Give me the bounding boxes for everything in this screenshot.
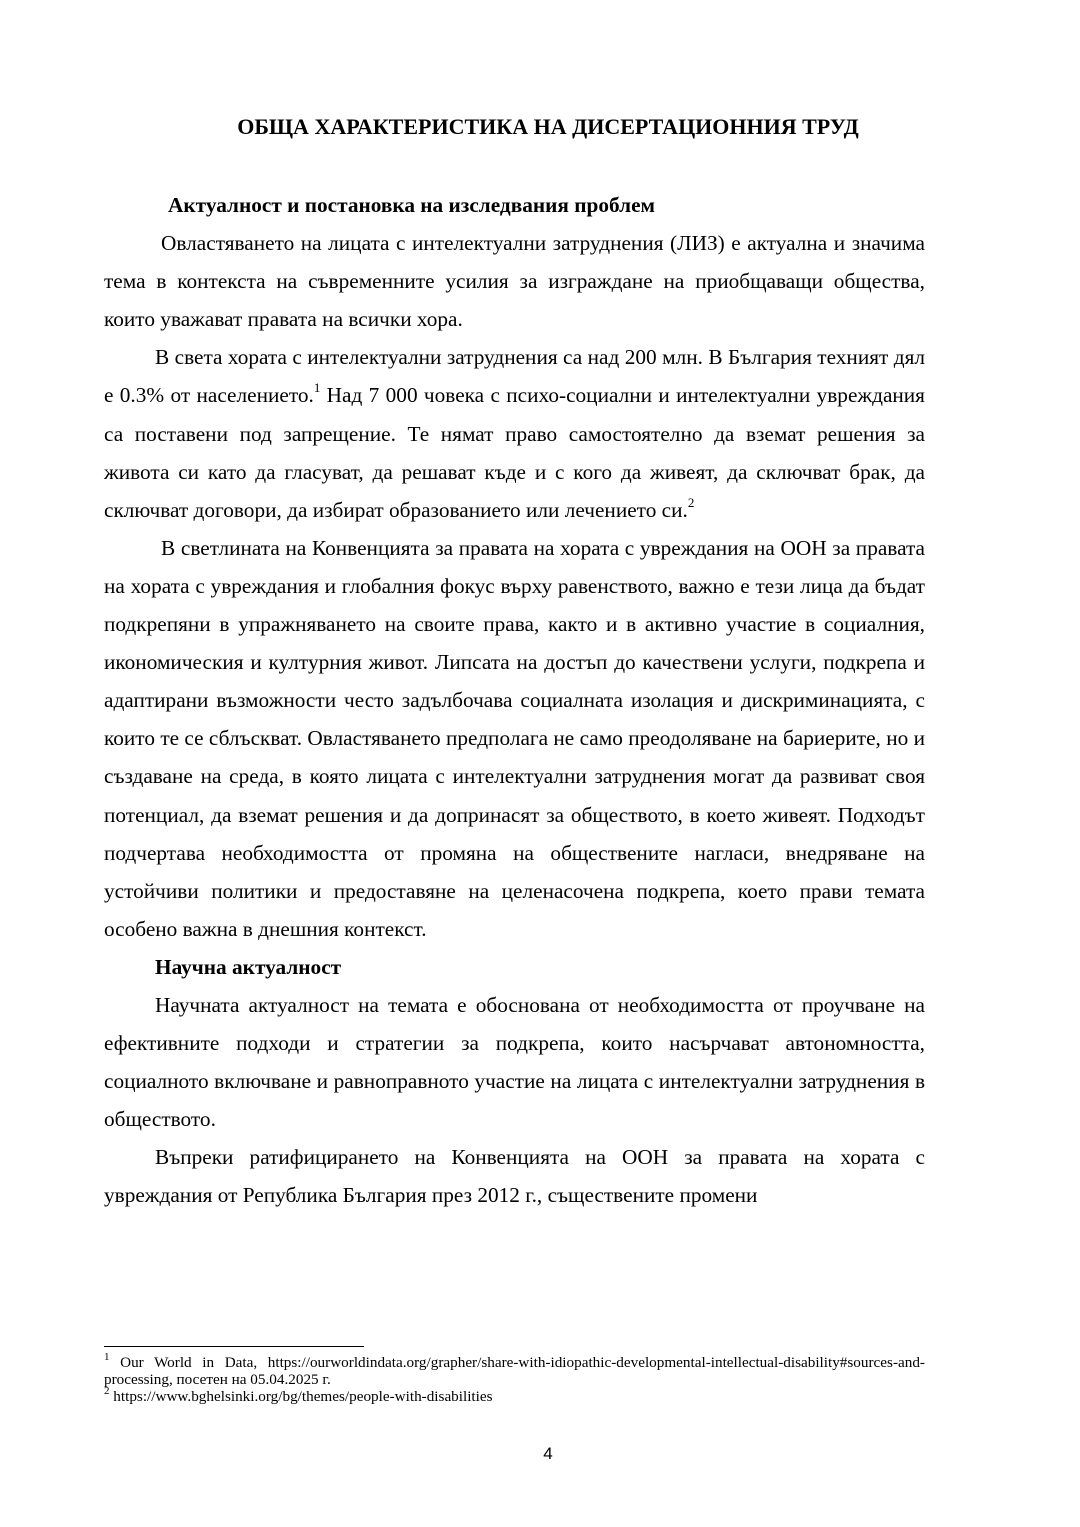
footnote-marker-1: 1 (104, 1350, 110, 1363)
section-heading-relevance: Актуалност и постановка на изследвания проблем (168, 193, 656, 217)
footnote-1-text: Our World in Data, https://ourworldindata.org/grapher/share-with-idiopathic-developmental-intellectual-disability#sources-and-processing, посетен на 05.04.2025 г. (104, 1354, 925, 1388)
paragraph-statistics-text-a: В света хората с интелектуални затруднения са над 200 млн. В България техният дял е 0.3% от населението. (104, 345, 925, 408)
page-number: 4 (543, 1444, 553, 1463)
footnote-separator (104, 1346, 364, 1347)
paragraph-scientific-relevance: Научната актуалност на темата е обоснована от необходимостта от проучване на ефективните подходи и стратегии за подкрепа, които насърчават автономността, социалното включване и равноправното участие на лицата с интелектуални затруднения в обществото. (104, 992, 925, 1132)
paragraph-statistics (104, 338, 925, 528)
footnote-ref-2[interactable]: 2 (687, 494, 695, 510)
footnotes (104, 1350, 925, 1405)
footnote-1 (104, 1350, 925, 1388)
paragraph-empowerment: Овластяването на лицата с интелектуални затруднения (ЛИЗ) е актуална и значима тема в контекста на съвременните усилия за изграждане на приобщаващи общества, които уважават правата на всички хора. (104, 231, 925, 332)
paragraph-ratification: Въпреки ратифицирането на Конвенцията на ООН за правата на хората с увреждания от Република България през 2012 г., съществените промени (104, 1145, 925, 1208)
section-relevance (104, 186, 925, 1215)
footnote-2-text: https://www.bghelsinki.org/bg/themes/people-with-disabilities (109, 1388, 493, 1405)
footnote-marker-2: 2 (104, 1384, 110, 1397)
page-title: ОБЩА ХАРАКТЕРИСТИКА НА ДИСЕРТАЦИОННИЯ ТРУД (237, 114, 859, 139)
footnote-2 (104, 1384, 925, 1405)
paragraph-convention: В светлината на Конвенцията за правата на хората с увреждания на ООН за правата на хората с увреждания и глобалния фокус върху равенството, важно е тези лица да бъдат подкрепяни в упражняването на своите права, както и в активно участие в социалния, икономическия и културния живот. Липсата на достъп до качествени услуги, подкрепа и адаптирани възможности често задълбочава социалната изолация и дискриминацията, с които те се сблъскват. Овластяването предполага не само преодоляване на бариерите, но и създаване на среда, в която лицата с интелектуални затруднения могат да развиват своя потенциал, да вземат решения и да допринасят за обществото, в което живеят. Подходът подчертава необходимостта от промяна на обществените нагласи, внедряване на устойчиви политики и предоставяне на целенасочена подкрепа, което прави темата особено важна в днешния контекст. (104, 535, 925, 941)
paragraph-statistics-text-b: Над 7 000 човека с психо-социални и интелектуални увреждания са поставени под запрещение. Те нямат право самостоятелно да вземат решения за живота си като да гласуват, да решават къде и с кого да живеят, да сключват брак, да сключват договори, да избират образованието или лечението си. (104, 383, 925, 522)
footnote-ref-1[interactable]: 1 (313, 380, 321, 396)
section-heading-scientific: Научна актуалност (155, 954, 342, 979)
